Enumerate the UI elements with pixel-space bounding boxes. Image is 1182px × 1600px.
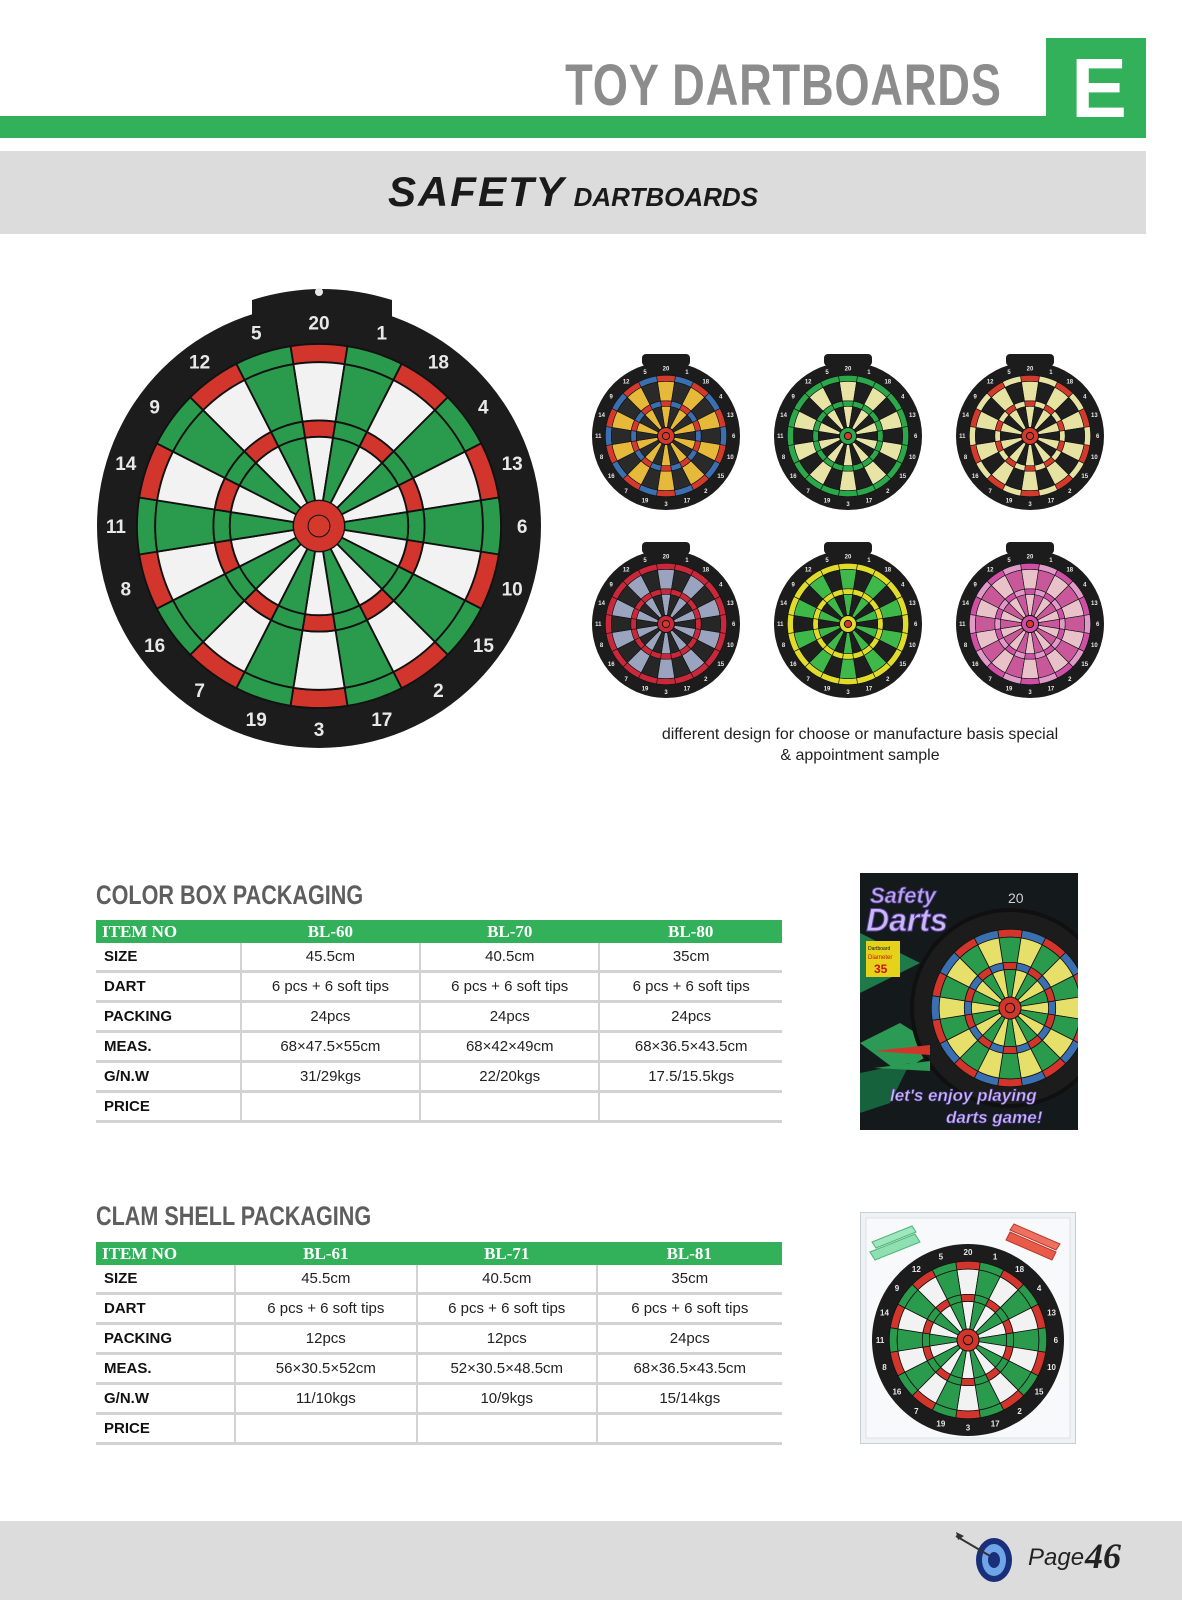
board-number-label: 10 (1091, 643, 1098, 650)
board-number-label: 16 (789, 661, 797, 668)
board-number-label: 19 (1005, 498, 1013, 505)
board-number-label: 3 (313, 719, 325, 741)
board-number-label: 18 (1015, 1264, 1025, 1274)
board-number-label: 9 (894, 1284, 900, 1294)
table-cell: 35cm (599, 943, 782, 972)
board-number-label: 20 (1026, 366, 1034, 373)
board-number-label: 15 (899, 661, 907, 668)
board-number-label: 10 (1091, 455, 1098, 462)
board-number-label: 7 (624, 488, 628, 495)
board-number-label: 15 (1034, 1387, 1044, 1397)
board-number-label: 12 (622, 567, 630, 574)
board-number-label: 17 (371, 710, 393, 732)
board-number-label: 20 (963, 1248, 973, 1258)
board-number-label: 20 (662, 366, 670, 373)
board-number-label: 14 (115, 454, 137, 476)
table-row (96, 1324, 782, 1354)
box-board-number: 20 (1008, 890, 1024, 906)
dartboard-variant-4 (590, 542, 742, 704)
board-number-label: 17 (990, 1419, 1000, 1429)
box-slogan-line-1: let's enjoy playing (890, 1086, 1037, 1105)
board-number-label: 16 (607, 661, 615, 668)
row-label: PACKING (96, 1002, 241, 1032)
section-badge (1046, 38, 1146, 138)
board-number-label: 14 (880, 1308, 889, 1318)
board-number-label: 1 (1049, 557, 1053, 564)
board-number-label: 1 (685, 557, 689, 564)
board-number-label: 17 (865, 498, 873, 505)
board-number-label: 6 (914, 622, 918, 629)
board-number-label: 3 (664, 501, 668, 508)
table-cell: 68×36.5×43.5cm (599, 1032, 782, 1062)
board-number-label: 10 (727, 455, 734, 462)
box-brand-line-1: Safety (870, 883, 937, 908)
board-number-label: 1 (867, 369, 871, 376)
table-cell: 17.5/15.5kgs (599, 1062, 782, 1092)
board-number-label: 4 (1083, 394, 1087, 401)
table-cell: 24pcs (420, 1002, 599, 1032)
board-number-label: 11 (875, 1335, 885, 1345)
header-model: BL-70 (420, 920, 599, 943)
table-row (96, 1294, 782, 1324)
board-number-label: 3 (965, 1423, 971, 1433)
board-number-label: 2 (886, 488, 890, 495)
board-number-label: 2 (1017, 1406, 1022, 1416)
board-number-label: 3 (846, 501, 850, 508)
table-cell (417, 1414, 597, 1444)
table-cell: 10/9kgs (417, 1384, 597, 1414)
board-number-label: 12 (986, 379, 994, 386)
board-number-label: 11 (105, 516, 126, 538)
clam-shell-table (96, 1242, 782, 1445)
table-cell (241, 1092, 420, 1122)
table-row (96, 972, 782, 1002)
board-number-label: 5 (1007, 557, 1011, 564)
page-number: 46 (1085, 1536, 1121, 1576)
board-number-label: 4 (901, 582, 905, 589)
board-number-label: 9 (609, 582, 613, 589)
page-title: TOY DARTBOARDS (565, 53, 1002, 118)
board-number-label: 4 (901, 394, 905, 401)
board-number-label: 17 (865, 686, 873, 693)
board-number-label: 2 (1068, 488, 1072, 495)
subtitle-secondary: DARTBOARDS (573, 182, 759, 212)
board-number-label: 13 (501, 454, 523, 476)
header-model: BL-61 (235, 1242, 417, 1265)
dartboard-logo-icon (954, 1528, 1020, 1590)
board-number-label: 7 (806, 676, 810, 683)
table-header-row (96, 1242, 782, 1265)
board-number-label: 13 (727, 413, 734, 420)
box-slogan-line-2: darts game! (946, 1108, 1043, 1127)
table-cell: 6 pcs + 6 soft tips (235, 1294, 417, 1324)
board-number-label: 18 (427, 352, 449, 374)
board-number-label: 1 (867, 557, 871, 564)
header-item-no: ITEM NO (96, 1242, 235, 1265)
board-number-label: 10 (1047, 1363, 1056, 1373)
box-badge-line-1: Dartboard (868, 946, 891, 952)
board-number-label: 18 (1066, 379, 1074, 386)
table-row (96, 1062, 782, 1092)
board-number-label: 6 (516, 516, 528, 538)
board-number-label: 17 (1047, 498, 1055, 505)
board-number-label: 11 (777, 622, 784, 629)
caption-line-1: different design for choose or manufacture basis special (661, 726, 1059, 743)
variants-caption (610, 724, 1110, 766)
row-label: G/N.W (96, 1384, 235, 1414)
board-number-label: 12 (911, 1264, 921, 1274)
board-number-label: 16 (892, 1387, 902, 1397)
board-number-label: 7 (988, 676, 992, 683)
board-number-label: 2 (704, 488, 708, 495)
table-row (96, 1354, 782, 1384)
subtitle-main: SAFETY (387, 168, 566, 215)
board-number-label: 4 (478, 397, 489, 419)
board-number-label: 16 (789, 473, 797, 480)
board-number-label: 15 (717, 661, 725, 668)
board-number-label: 3 (1028, 689, 1032, 696)
board-number-label: 6 (732, 434, 736, 441)
board-number-label: 18 (884, 567, 892, 574)
header-model: BL-60 (241, 920, 420, 943)
row-label: PRICE (96, 1414, 235, 1444)
board-number-label: 13 (1091, 601, 1098, 608)
board-number-label: 18 (1066, 567, 1074, 574)
board-number-label: 4 (719, 582, 723, 589)
board-number-label: 9 (149, 397, 160, 419)
table-cell: 11/10kgs (235, 1384, 417, 1414)
section-subtitle (0, 168, 1146, 216)
row-label: MEAS. (96, 1032, 241, 1062)
table-header-row (96, 920, 782, 943)
board-number-label: 7 (914, 1406, 919, 1416)
color-box-photo (860, 873, 1078, 1130)
box-badge-value: 35 (874, 962, 888, 976)
board-number-label: 1 (376, 323, 388, 345)
board-number-label: 20 (662, 554, 670, 561)
table-row (96, 1265, 782, 1294)
table-cell: 15/14kgs (597, 1384, 782, 1414)
board-number-label: 11 (959, 622, 966, 629)
board-number-label: 10 (727, 643, 734, 650)
board-number-label: 1 (1049, 369, 1053, 376)
board-number-label: 13 (727, 601, 734, 608)
board-number-label: 9 (973, 394, 977, 401)
table-cell: 12pcs (417, 1324, 597, 1354)
table-cell: 6 pcs + 6 soft tips (241, 972, 420, 1002)
board-number-label: 4 (719, 394, 723, 401)
board-number-label: 15 (472, 636, 494, 658)
table-cell (235, 1414, 417, 1444)
board-number-label: 6 (914, 434, 918, 441)
board-number-label: 5 (1007, 369, 1011, 376)
board-number-label: 8 (882, 1363, 887, 1373)
board-number-label: 8 (599, 455, 604, 462)
board-number-label: 10 (909, 643, 916, 650)
table-cell: 45.5cm (241, 943, 420, 972)
board-number-label: 20 (308, 313, 330, 335)
table-row (96, 1002, 782, 1032)
clam-shell-title: CLAM SHELL PACKAGING (96, 1201, 372, 1231)
table-cell (599, 1092, 782, 1122)
board-number-label: 15 (1081, 661, 1089, 668)
header-model: BL-80 (599, 920, 782, 943)
row-label: MEAS. (96, 1354, 235, 1384)
board-number-label: 18 (702, 379, 710, 386)
table-row (96, 943, 782, 972)
board-number-label: 17 (683, 686, 691, 693)
table-cell: 68×36.5×43.5cm (597, 1354, 782, 1384)
table-cell: 52×30.5×48.5cm (417, 1354, 597, 1384)
board-number-label: 20 (844, 554, 852, 561)
board-number-label: 12 (189, 352, 211, 374)
board-number-label: 5 (825, 557, 829, 564)
table-cell: 6 pcs + 6 soft tips (599, 972, 782, 1002)
board-number-label: 7 (194, 681, 205, 703)
color-box-title: COLOR BOX PACKAGING (96, 880, 364, 910)
table-cell: 45.5cm (235, 1265, 417, 1294)
board-number-label: 13 (1047, 1308, 1056, 1318)
board-number-label: 3 (1028, 501, 1032, 508)
table-cell: 68×42×49cm (420, 1032, 599, 1062)
board-number-label: 13 (1091, 413, 1098, 420)
board-number-label: 18 (884, 379, 892, 386)
board-number-label: 11 (595, 622, 602, 629)
dartboard-variant-5 (772, 542, 924, 704)
board-number-label: 14 (598, 601, 605, 608)
board-number-label: 3 (846, 689, 850, 696)
table-cell: 31/29kgs (241, 1062, 420, 1092)
row-label: DART (96, 972, 241, 1002)
table-row (96, 1414, 782, 1444)
dartboard-variant-2 (772, 354, 924, 516)
clam-shell-photo (860, 1212, 1076, 1444)
board-number-label: 5 (825, 369, 829, 376)
row-label: SIZE (96, 1265, 235, 1294)
row-label: PRICE (96, 1092, 241, 1122)
table-cell: 40.5cm (417, 1265, 597, 1294)
board-number-label: 2 (433, 681, 444, 703)
table-row (96, 1384, 782, 1414)
board-number-label: 5 (250, 323, 262, 345)
board-number-label: 11 (595, 434, 602, 441)
table-cell: 12pcs (235, 1324, 417, 1354)
table-row (96, 1092, 782, 1122)
board-number-label: 16 (607, 473, 615, 480)
row-label: PACKING (96, 1324, 235, 1354)
board-number-label: 1 (992, 1252, 998, 1262)
board-number-label: 15 (899, 473, 907, 480)
board-number-label: 13 (909, 413, 916, 420)
board-number-label: 16 (971, 661, 979, 668)
board-number-label: 8 (963, 643, 968, 650)
table-cell (420, 1092, 599, 1122)
board-number-label: 9 (791, 582, 795, 589)
dartboard-variant-3 (954, 354, 1106, 516)
board-number-label: 6 (1053, 1335, 1059, 1345)
table-row (96, 1032, 782, 1062)
header-model: BL-81 (597, 1242, 782, 1265)
board-number-label: 9 (609, 394, 613, 401)
board-number-label: 4 (1036, 1284, 1042, 1294)
board-number-label: 8 (599, 643, 604, 650)
board-number-label: 14 (962, 601, 969, 608)
box-brand-line-2: Darts (866, 902, 948, 938)
dartboard-variant-1 (590, 354, 742, 516)
row-label: G/N.W (96, 1062, 241, 1092)
board-number-label: 8 (781, 455, 786, 462)
board-number-label: 5 (643, 369, 647, 376)
board-number-label: 19 (641, 498, 649, 505)
board-number-label: 13 (909, 601, 916, 608)
board-number-label: 2 (704, 676, 708, 683)
table-cell: 24pcs (599, 1002, 782, 1032)
board-number-label: 10 (909, 455, 916, 462)
header-green-bar (0, 116, 1146, 138)
board-number-label: 3 (664, 689, 668, 696)
board-number-label: 12 (986, 567, 994, 574)
board-number-label: 11 (959, 434, 966, 441)
board-number-label: 19 (823, 498, 831, 505)
table-cell: 6 pcs + 6 soft tips (417, 1294, 597, 1324)
board-number-label: 14 (598, 413, 605, 420)
table-cell: 68×47.5×55cm (241, 1032, 420, 1062)
board-number-label: 5 (938, 1252, 944, 1262)
table-cell: 24pcs (597, 1324, 782, 1354)
board-number-label: 14 (780, 413, 787, 420)
board-number-label: 9 (973, 582, 977, 589)
board-number-label: 8 (963, 455, 968, 462)
board-number-label: 20 (844, 366, 852, 373)
board-number-label: 4 (1083, 582, 1087, 589)
board-number-label: 6 (1096, 622, 1100, 629)
board-number-label: 8 (781, 643, 786, 650)
section-letter: E (1070, 41, 1128, 135)
board-number-label: 15 (717, 473, 725, 480)
board-number-label: 7 (988, 488, 992, 495)
dartboard-main-image (92, 280, 552, 756)
board-number-label: 14 (780, 601, 787, 608)
dartboard-variant-6 (954, 542, 1106, 704)
board-number-label: 12 (804, 379, 812, 386)
board-number-label: 18 (702, 567, 710, 574)
board-number-label: 8 (120, 579, 132, 601)
board-number-label: 20 (1026, 554, 1034, 561)
table-cell: 35cm (597, 1265, 782, 1294)
board-number-label: 1 (685, 369, 689, 376)
color-box-table (96, 920, 782, 1123)
board-number-label: 2 (886, 676, 890, 683)
table-cell (597, 1414, 782, 1444)
board-number-label: 10 (501, 579, 523, 601)
board-number-label: 12 (622, 379, 630, 386)
board-number-label: 6 (732, 622, 736, 629)
header-model: BL-71 (417, 1242, 597, 1265)
table-cell: 6 pcs + 6 soft tips (597, 1294, 782, 1324)
board-number-label: 7 (806, 488, 810, 495)
caption-line-2: & appointment sample (780, 747, 940, 764)
row-label: SIZE (96, 943, 241, 972)
board-number-label: 7 (624, 676, 628, 683)
board-number-label: 6 (1096, 434, 1100, 441)
table-cell: 6 pcs + 6 soft tips (420, 972, 599, 1002)
board-number-label: 9 (791, 394, 795, 401)
board-number-label: 5 (643, 557, 647, 564)
row-label: DART (96, 1294, 235, 1324)
board-number-label: 12 (804, 567, 812, 574)
box-badge-line-2: Diameter (868, 955, 893, 961)
board-number-label: 19 (823, 686, 831, 693)
board-number-label: 19 (641, 686, 649, 693)
board-number-label: 16 (144, 636, 166, 658)
board-number-label: 16 (971, 473, 979, 480)
board-number-label: 15 (1081, 473, 1089, 480)
board-number-label: 17 (683, 498, 691, 505)
table-cell: 56×30.5×52cm (235, 1354, 417, 1384)
board-number-label: 19 (245, 710, 267, 732)
board-number-label: 19 (1005, 686, 1013, 693)
table-cell: 40.5cm (420, 943, 599, 972)
board-number-label: 2 (1068, 676, 1072, 683)
table-cell: 22/20kgs (420, 1062, 599, 1092)
table-cell: 24pcs (241, 1002, 420, 1032)
board-number-label: 11 (777, 434, 784, 441)
board-number-label: 17 (1047, 686, 1055, 693)
board-number-label: 19 (936, 1419, 946, 1429)
board-number-label: 14 (962, 413, 969, 420)
page-label: Page (1028, 1544, 1085, 1571)
header-item-no: ITEM NO (96, 920, 241, 943)
